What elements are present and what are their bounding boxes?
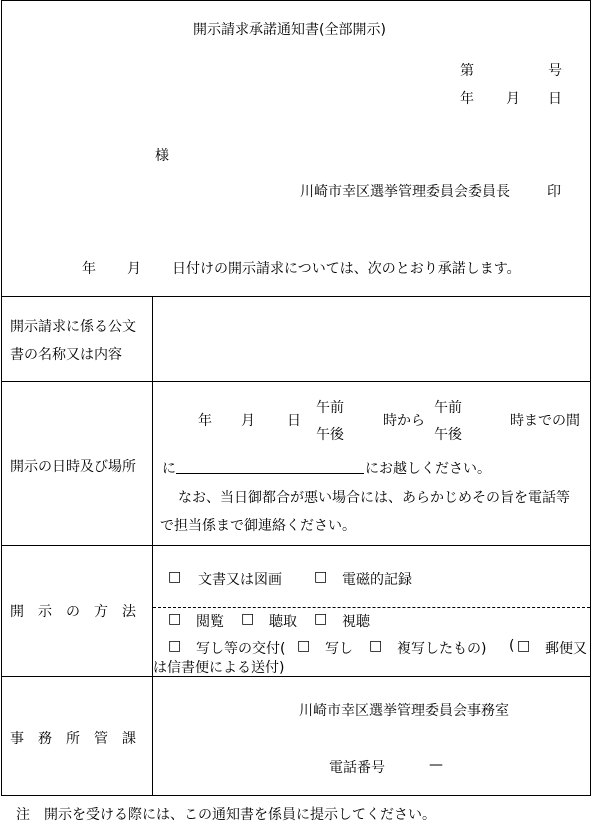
place-underline [176,473,364,474]
method-label: 開 示 の 方 法 [10,604,136,620]
datetime-pm-end: 午後 [434,427,462,443]
option-document: 文書又は図画 [198,572,282,588]
option-watch: 視聴 [342,614,370,630]
office-name: 川崎市幸区選挙管理委員会事務室 [299,703,509,719]
divider-document [1,381,591,382]
number-prefix: 第 [460,63,474,79]
datetime-am-end: 午前 [434,400,462,416]
office-phone-dash: — [429,757,443,773]
checkbox-copy-made[interactable]: □ [369,638,383,654]
place-visit-text: にお越しください。 [365,461,491,477]
divider-datetime [1,545,591,546]
datetime-day: 日 [287,413,301,429]
place-prefix: に [162,461,176,477]
intro-month: 月 [127,261,141,277]
checkbox-view[interactable]: □ [168,611,182,627]
datetime-label: 開示の日時及び場所 [10,459,136,475]
mail-paren-open: ( [509,638,515,654]
number-suffix: 号 [548,63,562,79]
datetime-year: 年 [198,413,212,429]
option-copy-plain: 写し [325,641,353,657]
method-dashed-divider [153,607,590,608]
date-day: 日 [548,91,562,107]
datetime-am-start: 午前 [316,400,344,416]
checkbox-watch[interactable]: □ [314,611,328,627]
datetime-pm-start: 午後 [316,427,344,443]
seal-mark: 印 [547,184,561,200]
datetime-from: 時から [383,413,425,429]
intro-text: 日付けの開示請求については、次のとおり承諾します。 [172,261,521,277]
document-label-line1: 開示請求に係る公文 [10,319,136,335]
option-mail-line1: 郵便又 [545,641,587,657]
option-view: 閲覧 [196,614,224,630]
checkbox-copy[interactable]: □ [168,638,182,654]
office-label: 事 務 所 管 課 [10,731,136,747]
option-copy: 写し等の交付( [196,641,286,657]
option-copy-made: 複写したもの) [397,641,487,657]
divider-header [1,296,591,297]
datetime-note-line2: で担当係まで御連絡ください。 [160,518,356,534]
issuer-name: 川崎市幸区選挙管理委員会委員長 [300,184,510,200]
label-column-divider [152,296,153,796]
checkbox-listen[interactable]: □ [241,611,255,627]
checkbox-document[interactable]: □ [168,569,182,585]
checkbox-electronic[interactable]: □ [314,569,328,585]
date-year: 年 [460,91,474,107]
divider-method [1,676,591,677]
option-electronic: 電磁的記録 [342,572,412,588]
document-label-line2: 書の名称又は内容 [10,347,122,363]
datetime-month: 月 [241,413,255,429]
addressee-suffix: 様 [155,148,169,164]
checkbox-copy-plain[interactable]: □ [297,638,311,654]
datetime-until: 時までの間 [510,413,580,429]
option-mail-line2: は信書便による送付) [153,660,285,676]
footer-note: 注 開示を受ける際には、この通知書を係員に提示してください。 [16,807,436,823]
date-month: 月 [506,91,520,107]
datetime-note-line1: なお、当日御都合が悪い場合には、あらかじめその旨を電話等 [178,490,570,506]
intro-year: 年 [82,261,96,277]
checkbox-mail[interactable]: □ [517,638,531,654]
page-title: 開示請求承諾通知書(全部開示) [193,22,386,38]
office-phone-label: 電話番号 [329,760,385,776]
option-listen: 聴取 [269,614,297,630]
